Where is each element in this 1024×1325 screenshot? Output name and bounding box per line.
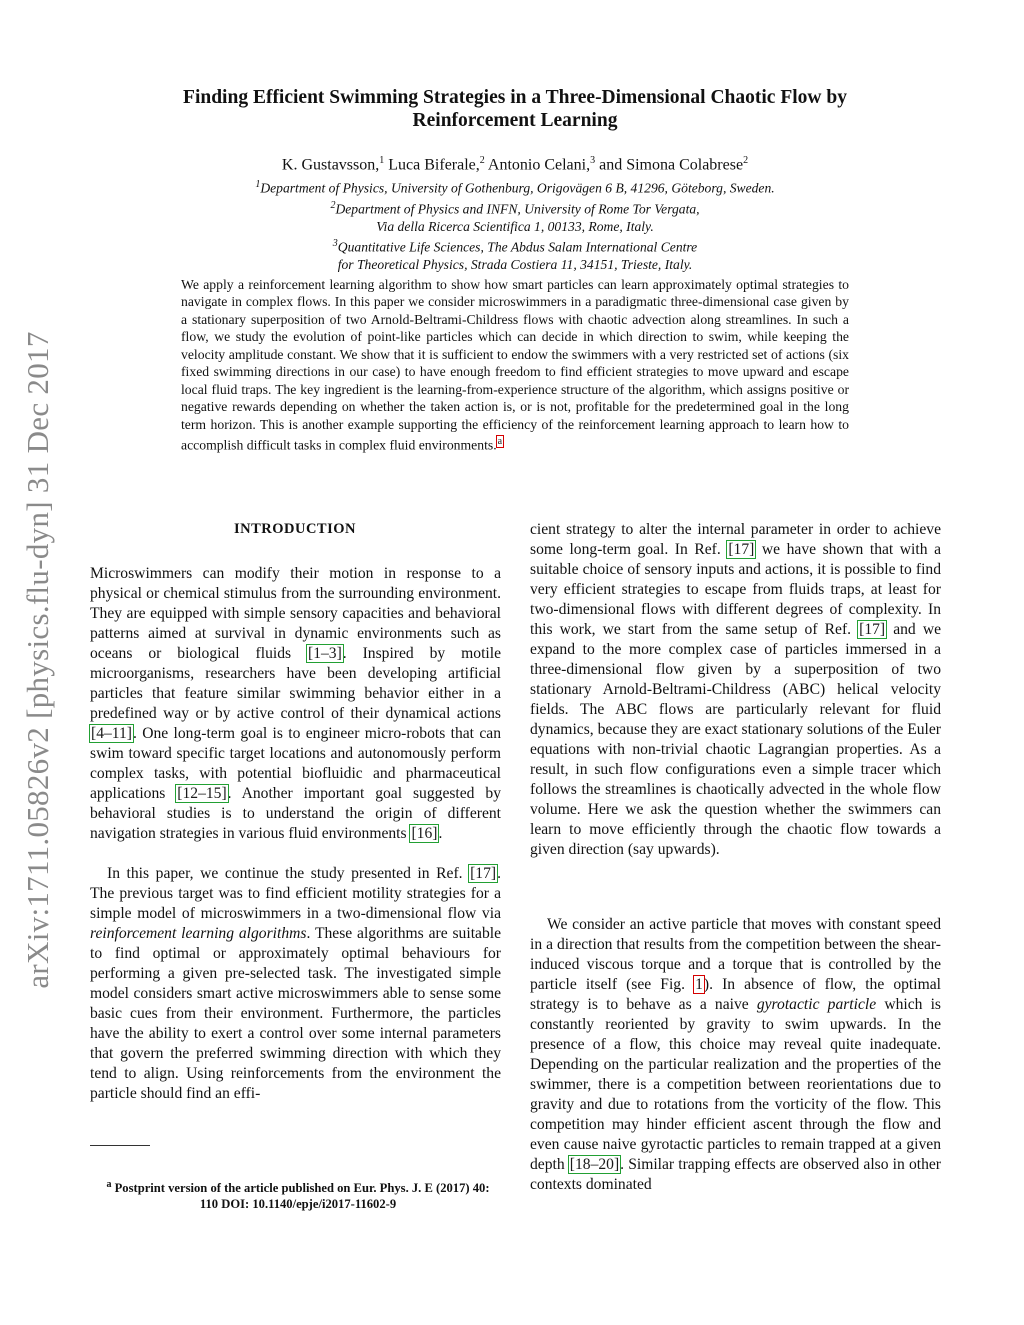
title-line-1: Finding Efficient Swimming Strategies in a Three-Dimensional Chaotic Flow by <box>183 87 847 108</box>
author-mark: 1 <box>379 155 385 166</box>
citation-link[interactable]: [4–11] <box>91 725 132 742</box>
author-mark: 3 <box>590 155 596 166</box>
footnote: $^a$ Postprint version of the article published on Eur. Phys. J. E (2017) 40: 110 DOI: 10.1140/epje/i2017-11602-9 <box>106 1179 490 1212</box>
abstract-text: We apply a reinforcement learning algorithm to show how smart particles can learn approximately optimal strategies to navigate in complex flows. In this paper we consider microswimmers in a paradigmatic three-dimensional case given by a stationary superposition of two Arnold-Beltrami-Childress flows with chaotic advection along streamlines. In such a flow, we study the evolution of point-like particles which can decide in which direction to swim, while keeping the velocity amplitude constant. We show that it is sufficient to endow the swimmers with a very restricted set of actions (six fixed swimming directions in our case) to have enough freedom to find efficient strategies to move upward and escape local fluid traps. The key ingredient is the learning-from-experience structure of the algorithm, which assigns positive or negative rewards depending on whether the taken action is, or is not, profitable for the predetermined goal in the long term horizon. This is another example supporting the efficiency of the reinforcement learning approach to learn how to accomplish difficult tasks in complex fluid environments. <box>181 277 849 453</box>
citation-link[interactable]: [17] <box>728 541 755 558</box>
paper-title <box>110 86 920 132</box>
citation-link[interactable]: [17] <box>470 865 497 882</box>
title-line-2: Reinforcement Learning <box>412 110 618 131</box>
affiliation-3-cont: for Theoretical Physics, Strada Costiera 11, 34151, Trieste, Italy. <box>337 257 693 273</box>
affiliations <box>110 176 920 274</box>
abstract <box>181 276 849 454</box>
author-biferale: Luca Biferale, <box>384 156 480 174</box>
author-colabrese: and Simona Colabrese <box>595 156 744 174</box>
affiliation-2: $^2$Department of Physics and INFN, University of Rome Tor Vergata, <box>330 199 700 217</box>
citation-link[interactable]: [17] <box>859 621 886 638</box>
author-celani: Antonio Celani, <box>484 156 591 174</box>
author-mark: 2 <box>743 155 749 166</box>
author-list <box>110 150 920 176</box>
intro-paragraph-3: We consider an active particle that moves with constant speed in a direction that results from the competition between the shear-induced viscous torque and a torque that is controlled by the particle itself (see Fig. 1). In absence of flow, the optimal strategy is to behave as a naive gyrotactic particle which is constantly reoriented by gravity to swim upwards. In the presence of a flow, this choice may reveal quite inadequate. Depending on the particular realization and the properties of the swimmer, there is a competition between reorientations due to gravity and due to rotations from the vorticity of the flow. This competition may hinder efficient ascent through the flow and even cause naive gyrotactic particles to remain trapped at a given depth [18–20]. Similar trapping effects are observed also in other contexts dominated <box>530 916 941 1193</box>
intro-paragraph-2-cont: cient strategy to alter the internal parameter in order to achieve some long-term goal. In Ref. [17] we have shown that with a suitable choice of sensory inputs and actions, it is possible to find very efficient strategies to escape from fluids traps, at least for two-dimensional flows with different degrees of complexity. In this work, we start from the same setup of Ref. [17] and we expand to the more complex case of particles immersed in a three-dimensional flow given by a superposition of two stationary Arnold-Beltrami-Childress (ABC) helical velocity fields. The ABC flows are particularly relevant for fluid dynamics, because they are exact stationary solutions of the Euler equations with non-trivial chaotic Lagrangian properties. As a result, in such flow configurations even a simple tracer which follows the streamlines is chaotically advected in the whole flow volume. Here we ask the question whether the swimmers can learn to move efficiently through the chaotic flow towards a given direction (say upwards). <box>530 521 942 858</box>
footnote-rule <box>90 1145 150 1146</box>
citation-link[interactable]: [16] <box>411 825 438 842</box>
author-mark: 2 <box>479 155 485 166</box>
citation-link[interactable]: [1–3] <box>308 645 342 662</box>
figure-link[interactable]: 1 <box>695 976 703 993</box>
arxiv-identifier: arXiv:1711.05826v2 [physics.flu-dyn] 31 Dec 2017 <box>20 331 55 989</box>
author-gustavsson: K. Gustavsson, <box>281 156 380 174</box>
affiliation-2-cont: Via della Ricerca Scientifica 1, 00133, Rome, Italy. <box>376 218 654 234</box>
affiliation-3: $^3$Quantitative Life Sciences, The Abdus Salam International Centre <box>332 238 698 255</box>
intro-paragraph-1: Microswimmers can modify their motion in response to a physical or chemical stimulus from the surrounding environment. They are equipped with simple sensory capacities and behavioral patterns aimed at survival in dynamic environments such as oceans or biological fluids [1–3]. Inspired by motile microorganisms, researchers have been developing artificial particles that feature similar swimming behavior either in a predefined way or by active control of their dynamical actions [4–11]. One long-term goal is to engineer micro-robots that can swim toward specific target locations and autonomously perform complex tasks, with potential biofluidic and pharmaceutical applications [12–15]. Another important goal suggested by behavioral studies is to understand the origin of different navigation strategies in various fluid environments [16]. <box>90 565 501 842</box>
footnote-link[interactable]: a <box>497 436 503 448</box>
citation-link[interactable]: [12–15] <box>177 785 227 802</box>
section-heading-introduction: INTRODUCTION <box>233 521 356 537</box>
citation-link[interactable]: [18–20] <box>569 1156 620 1173</box>
intro-paragraph-2: In this paper, we continue the study presented in Ref. [17]. The previous target was to find efficient motility strategies for a simple model of microswimmers in a two-dimensional flow via reinforcement learning algorithms. These algorithms are suitable to find optimal or approximately optimal behaviours for performing a given pre-selected task. The investigated simple model considers smart active microswimmers able to sense some basic cues from their environment. Furthermore, the particles have the ability to exert a control over some internal parameters that govern the preferred swimming direction with which they tend to align. Using reinforcements from the environment the particle should find an effi- <box>90 865 501 1102</box>
affiliation-1: $^1$Department of Physics, University of Gothenburg, Origovägen 6 B, 41296, Göteborg, Sweden. <box>255 179 775 196</box>
